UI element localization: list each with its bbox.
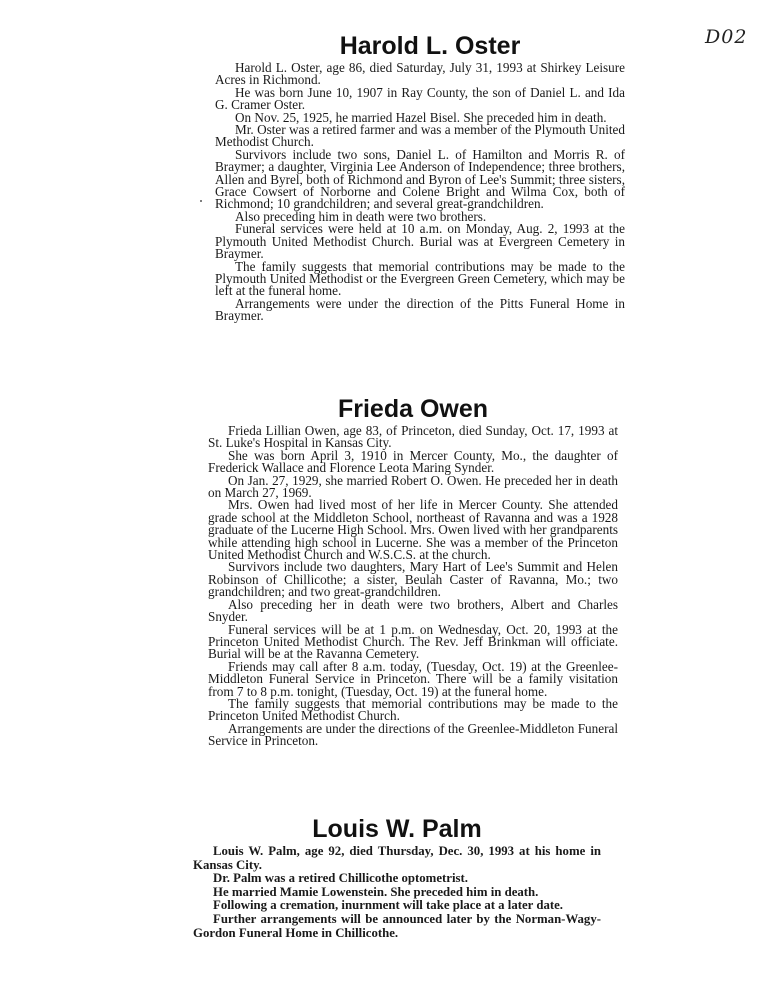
obituary-paragraph: Funeral services will be at 1 p.m. on Wednesday, Oct. 20, 1993 at the Princeton United Methodist Church. The Rev. Jeff Brinkman will officiate. Burial will be at the Ravanna Cemetery. xyxy=(208,621,618,662)
obituary-title: Louis W. Palm xyxy=(312,815,482,843)
obituary-paragraph: Further arrangements will be announced later by the Norman-Wagy-Gordon Funeral Home in Chillicothe. xyxy=(193,911,601,940)
obituary-paragraph: Frieda Lillian Owen, age 83, of Princeton, died Sunday, Oct. 17, 1993 at St. Luke's Hospital in Kansas City. xyxy=(208,423,618,451)
obituary-paragraph: The family suggests that memorial contributions may be made to the Princeton United Methodist Church. xyxy=(208,695,618,724)
obituary-title: Frieda Owen xyxy=(337,395,489,423)
obituary-louis-palm xyxy=(193,815,601,940)
obituary-paragraph: He was born June 10, 1907 in Ray County, the son of Daniel L. and Ida G. Cramer Oster. xyxy=(215,84,625,113)
obituary-paragraph: She was born April 3, 1910 in Mercer County, Mo., the daughter of Frederick Wallace and Florence Leota Maring Synder. xyxy=(208,447,618,476)
obituary-harold-oster xyxy=(215,32,625,323)
obituary-paragraph: Survivors include two sons, Daniel L. of Hamilton and Morris R. of Braymer; a daughter, Virginia Lee Anderson of Independence; three brothers, Allen and Byrel, both of Richmond and Byron of Lee's Summit; three sisters, Grace Cowsert of Norborne and Colene Bright and Wilma Cox, both of Richmond; 10 grandchildren; and several great-grandchildren. xyxy=(215,146,625,212)
obituary-paragraph: Survivors include two daughters, Mary Hart of Lee's Summit and Helen Robinson of Chillicothe; a sister, Beulah Caster of Ravanna, Mo.; two grandchildren; and two great-grandchildren. xyxy=(208,559,618,600)
obituary-paragraph: Also preceding her in death were two brothers, Albert and Charles Snyder. xyxy=(208,596,618,625)
obituary-paragraph: Also preceding him in death were two brothers. xyxy=(235,208,487,224)
obituary-paragraph: Funeral services were held at 10 a.m. on Monday, Aug. 2, 1993 at the Plymouth United Methodist Church. Burial was at Evergreen Cemetery in Braymer. xyxy=(215,221,625,262)
obituary-paragraph: Louis W. Palm, age 92, died Thursday, Dec. 30, 1993 at his home in Kansas City. xyxy=(193,844,601,872)
obituary-paragraph: Arrangements are under the directions of the Greenlee-Middleton Funeral Service in Princeton. xyxy=(208,720,618,749)
obituary-paragraph: Mrs. Owen had lived most of her life in Mercer County. She attended grade school at the Middleton School, northeast of Ravanna and was a 1928 graduate of the Lucerne High School. Mrs. Owen lived with her grandparents while attending high school in Lucerne. She was a member of the Princeton United Methodist Church and W.S.C.S. at the church. xyxy=(208,497,618,563)
obituary-paragraph: Mr. Oster was a retired farmer and was a member of the Plymouth United Methodist Church. xyxy=(215,122,625,150)
obituary-paragraph: Friends may call after 8 a.m. today, (Tuesday, Oct. 19) at the Greenlee-Middleton Funeral Service in Princeton. There will be a family visitation from 7 to 8 p.m. tonight, (Tuesday, Oct. 19) at the funeral home. xyxy=(208,658,618,699)
obituary-paragraph: Harold L. Oster, age 86, died Saturday, July 31, 1993 at Shirkey Leisure Acres in Richmond. xyxy=(215,60,625,88)
obituary-paragraph: Following a cremation, inurnment will take place at a later date. xyxy=(213,898,563,913)
obituary-paragraph: Dr. Palm was a retired Chillicothe optometrist. xyxy=(213,871,468,886)
obituary-title: Harold L. Oster xyxy=(339,32,521,60)
obituary-frieda-owen xyxy=(208,395,618,748)
scan-speck xyxy=(200,200,202,202)
obituary-paragraph: Arrangements were under the direction of the Pitts Funeral Home in Braymer. xyxy=(215,295,625,324)
obituary-paragraph: The family suggests that memorial contributions may be made to the Plymouth United Methodist or the Evergreen Green Cemetery, which may be left at the funeral home. xyxy=(215,258,625,299)
obituary-paragraph: On Nov. 25, 1925, he married Hazel Bisel. She preceded him in death. xyxy=(235,109,607,125)
handwritten-page-number: D02 xyxy=(705,26,748,48)
obituary-paragraph: On Jan. 27, 1929, she married Robert O. Owen. He preceded her in death on March 27, 1969. xyxy=(208,472,618,501)
obituary-paragraph: He married Mamie Lowenstein. She preceded him in death. xyxy=(213,884,539,899)
